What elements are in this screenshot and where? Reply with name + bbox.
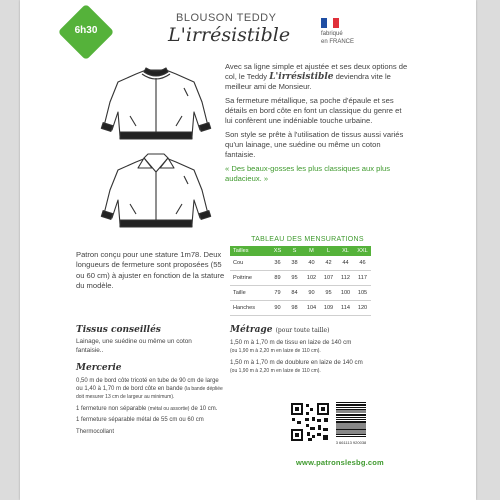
table-row: Poitrine 89 95 102 107 112 117 xyxy=(230,271,371,286)
size-table-title: TABLEAU DES MENSURATIONS xyxy=(251,236,364,243)
french-flag-icon xyxy=(321,18,339,28)
stature-note: Patron conçu pour une stature 1m78. Deux longueurs de fermeture sont proposées (55 ou 60 cm) à ajuster en fonction de la stature du modèle. xyxy=(76,250,225,291)
jacket-illustrations xyxy=(96,62,216,232)
quote: « Des beaux-gosses les plus classiques aux plus audacieux. » xyxy=(225,164,391,183)
size-table-header: Tailles XS S M L XL XXL xyxy=(230,246,371,256)
table-row: Cou 36 38 40 42 44 46 xyxy=(230,256,371,271)
jacket-front-shirt-collar xyxy=(101,154,210,227)
metrage-heading: Métrage (pour toute taille) xyxy=(230,325,330,335)
table-row: Hanches 90 98 104 109 114 120 xyxy=(230,301,371,316)
tissus-text: Lainage, une suédine ou même un coton fantaisie.. xyxy=(76,338,192,354)
metrage-text: 1,50 m à 1,70 m de tissu en laize de 140 cm (ou 1,90 m à 2,20 m en laize de 110 cm). 1,50 m à 1,70 m de doublure en laize de 140 cm (ou 1,90 m à 2,20 m en laize de 110 cm). xyxy=(230,339,363,374)
product-title: BLOUSON TEDDY xyxy=(176,12,277,24)
time-badge-label: 6h30 xyxy=(74,25,98,36)
jacket-front-collar-rib xyxy=(101,68,210,139)
mercerie-heading: Mercerie xyxy=(76,363,122,373)
barcode-icon xyxy=(336,402,366,446)
mercerie-list: 0,50 m de bord côte tricoté en tube de 90 cm de large ou 1,40 à 1,70 m de bord côte en bande (la bande dépliée doit mesurer 13 cm de largeur au minimum). 1 fermeture non séparable (métal ou assortie) de 10 cm. 1 fermeture séparable métal de 55 cm ou 60 cm Thermocollant xyxy=(76,378,223,435)
website-link[interactable]: www.patronslesbg.com xyxy=(296,458,384,467)
tissus-heading: Tissus conseillés xyxy=(76,325,161,335)
product-subtitle: L'irrésistible xyxy=(168,24,291,46)
barcode-number: 3 661113 920038 xyxy=(336,440,366,445)
made-in-france: fabriqué en FRANCE xyxy=(321,31,355,45)
size-table xyxy=(230,246,371,316)
table-row: Taille 79 84 90 95 100 105 xyxy=(230,286,371,301)
qr-code-icon xyxy=(290,402,330,442)
intro-text: Avec sa ligne simple et ajustée et ses deux options de col, le Teddy L'irrésistible deviendra vite le meilleur ami de Monsieur. Sa fermeture métallique, sa poche d'épaule et ses détails en bord côte en font un classique du genre et lui confèrent une indéniable touche urbaine. Son style se prête à l'utilisation de tissus aussi variés qu'un lainage, une suédine ou même un coton fantaisie. « Des beaux-gosses les plus classiques aux plus audacieux. » xyxy=(225,62,410,188)
